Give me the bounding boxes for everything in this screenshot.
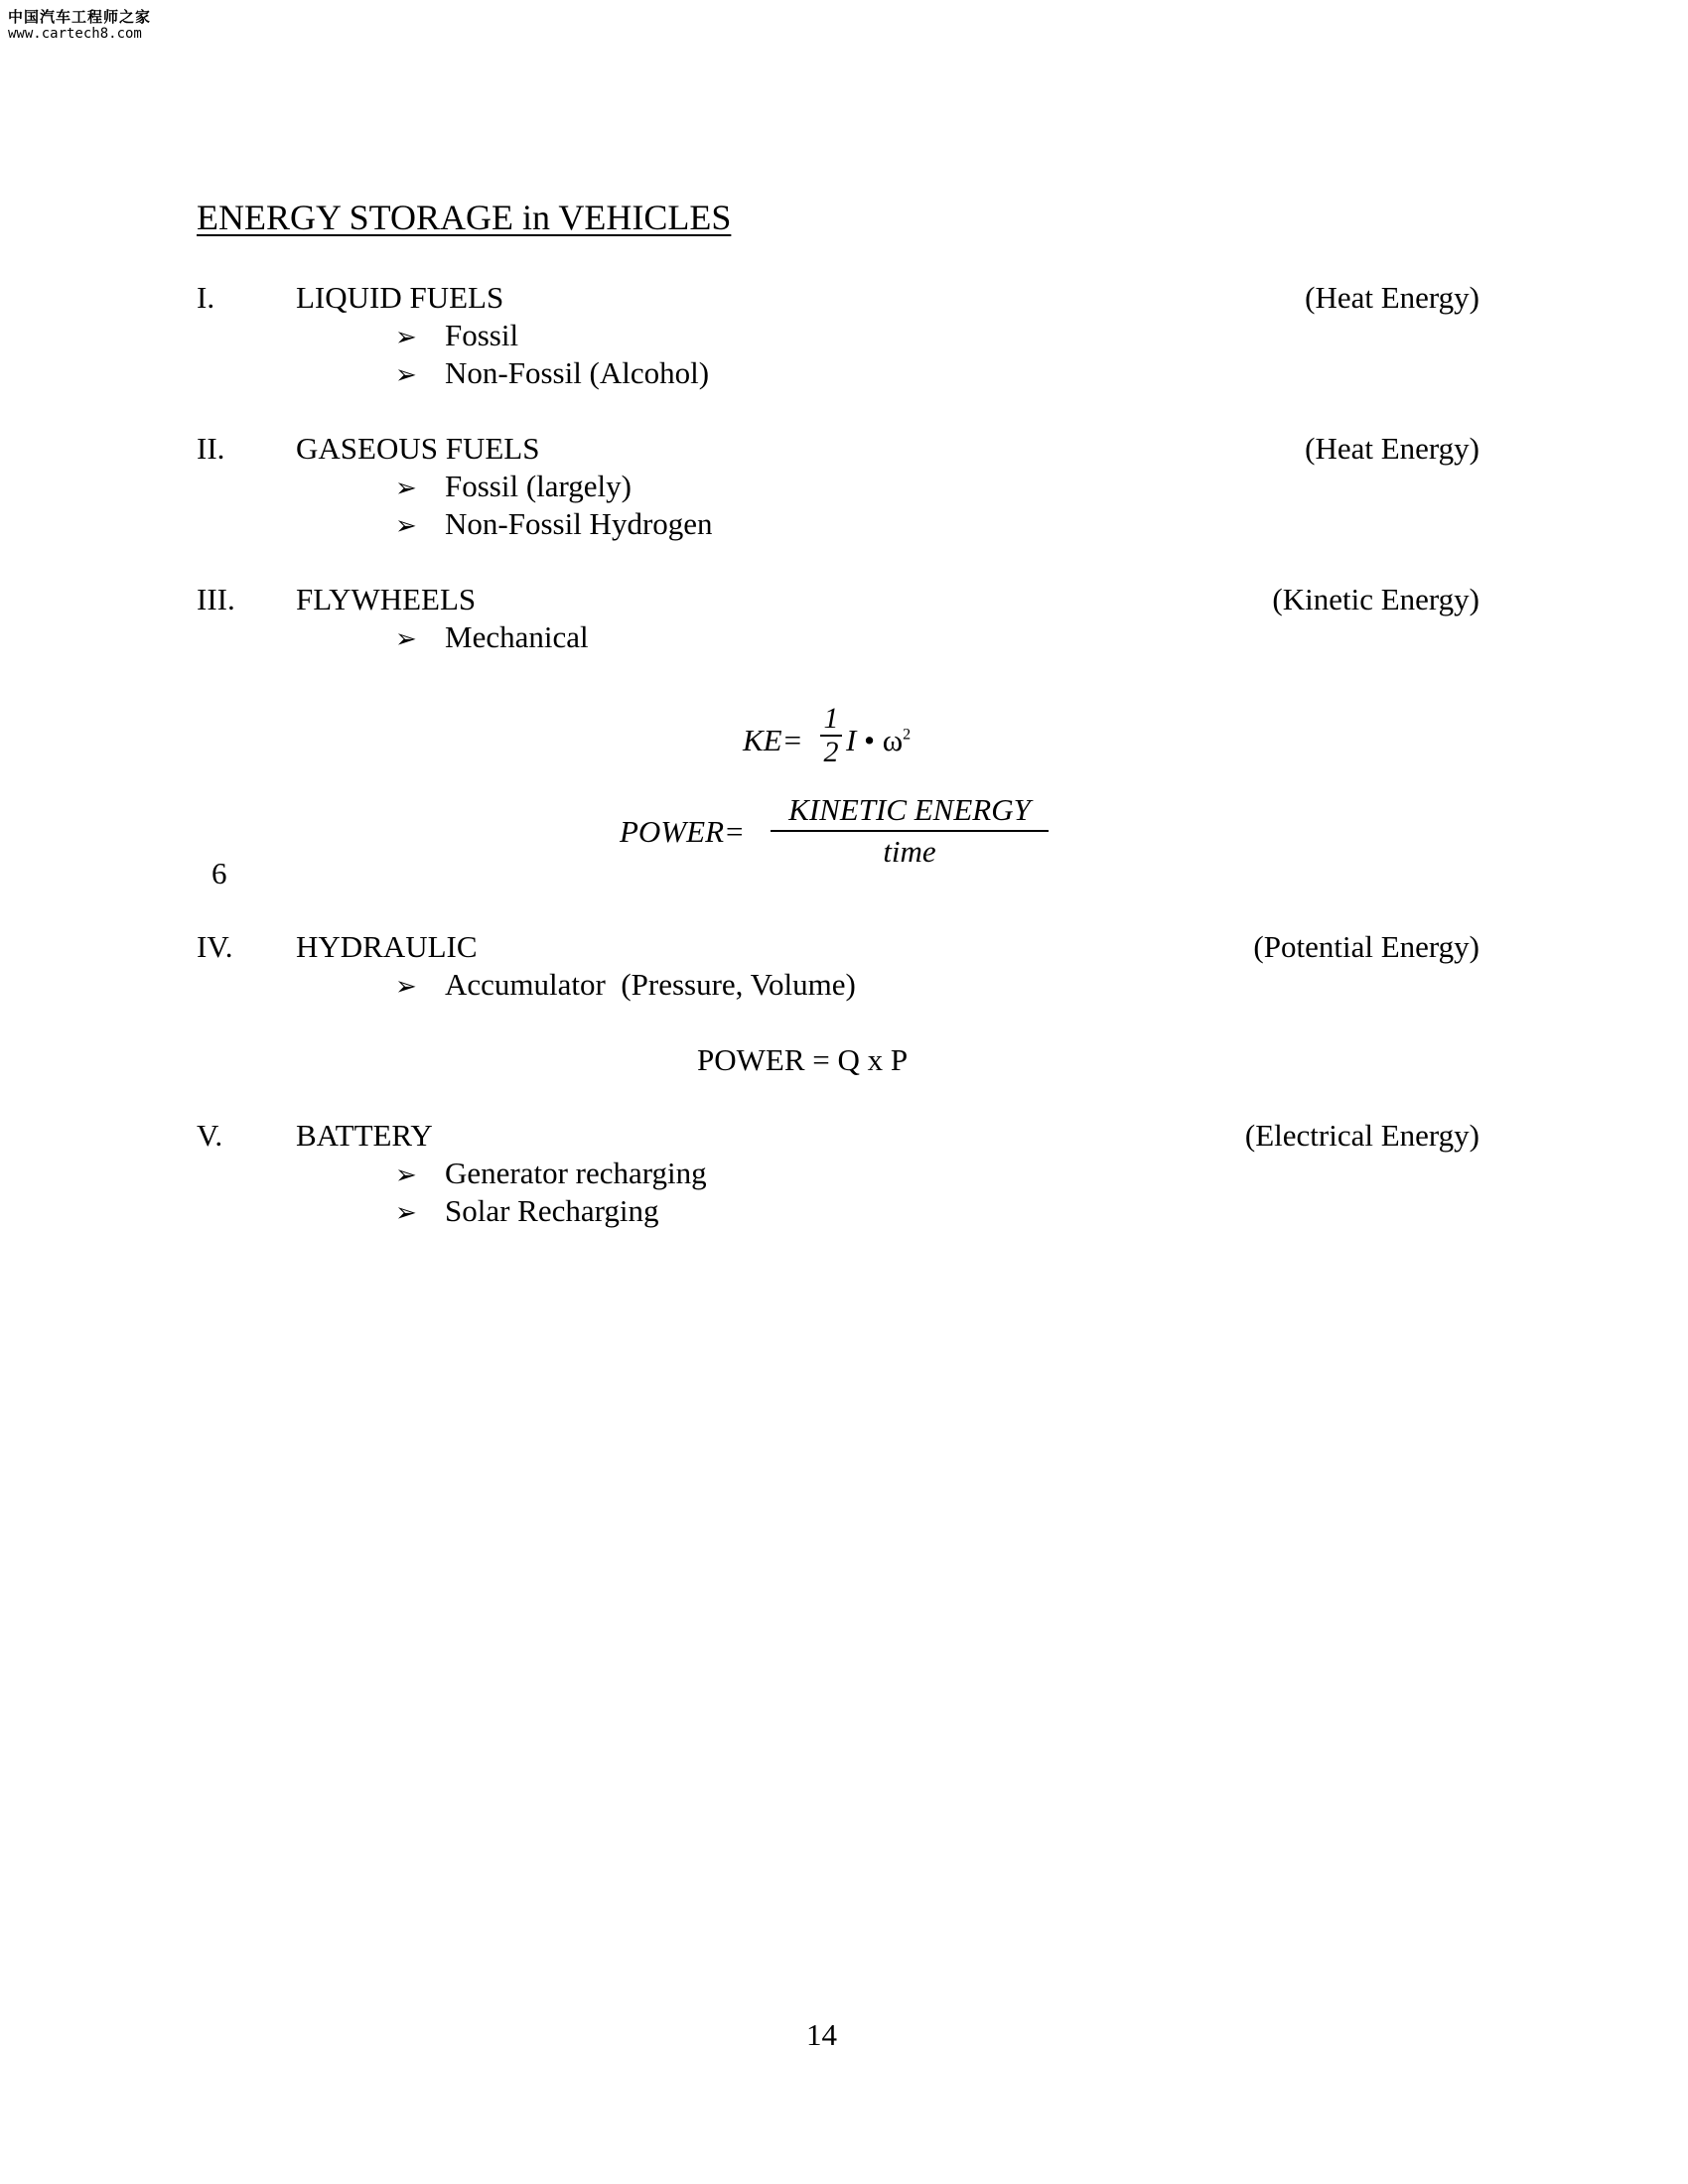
arrow-bullet-icon	[395, 325, 445, 350]
ke-fraction	[820, 703, 842, 768]
power-hydraulic-formula: POWER = Q x P	[697, 1042, 909, 1077]
page-number: 14	[806, 2017, 837, 2052]
arrow-bullet-icon	[395, 1162, 445, 1188]
page-title: ENERGY STORAGE in VEHICLES	[197, 198, 732, 237]
section-5-energy: (Electrical Energy)	[1244, 1118, 1479, 1153]
omega-symbol: ω	[882, 723, 904, 757]
watermark	[8, 8, 151, 43]
equals-sign: =	[781, 723, 803, 757]
section-1-bullet	[395, 320, 518, 350]
fraction-denominator: 2	[823, 736, 839, 768]
section-5-bullet	[395, 1195, 659, 1226]
watermark-url: www.cartech8.com	[8, 26, 142, 42]
watermark-chinese: 中国汽车工程师之家	[8, 8, 152, 26]
arrow-bullet-icon	[395, 1200, 445, 1226]
equals-sign: =	[724, 814, 745, 849]
section-3-numeral: III.	[197, 582, 235, 616]
power-symbol: POWER	[620, 814, 725, 849]
power-fraction	[771, 790, 1049, 872]
inertia-symbol: I	[846, 723, 857, 757]
section-1-numeral: I.	[197, 280, 215, 315]
section-2-numeral: II.	[197, 431, 225, 466]
bullet-text: Fossil	[445, 318, 519, 352]
fraction-numerator: KINETIC ENERGY	[788, 792, 1031, 827]
section-3-heading: FLYWHEELS	[296, 582, 477, 616]
section-2-heading: GASEOUS FUELS	[296, 431, 540, 466]
section-3-energy: (Kinetic Energy)	[1272, 582, 1479, 616]
section-4-numeral: IV.	[197, 929, 233, 964]
bullet-text: Mechanical	[445, 619, 589, 654]
section-4-heading: HYDRAULIC	[296, 929, 478, 964]
section-3-bullet	[395, 621, 589, 652]
arrow-bullet-icon	[395, 476, 445, 501]
bullet-text: Solar Recharging	[445, 1193, 659, 1228]
ke-lhs	[743, 725, 803, 755]
dot-operator: •	[864, 723, 875, 757]
fraction-denominator: time	[883, 834, 936, 869]
section-5-numeral: V.	[197, 1118, 223, 1153]
ke-term	[846, 725, 911, 755]
fraction-numerator: 1	[823, 702, 839, 735]
section-5-heading: BATTERY	[296, 1118, 433, 1153]
exponent: 2	[903, 726, 912, 744]
section-2-bullet	[395, 508, 713, 539]
bullet-text: Fossil (largely)	[445, 469, 632, 503]
section-1-heading: LIQUID FUELS	[296, 280, 504, 315]
bullet-text: Non-Fossil (Alcohol)	[445, 355, 710, 390]
section-1-bullet	[395, 357, 709, 388]
bullet-text: Accumulator (Pressure, Volume)	[445, 967, 856, 1002]
section-2-bullet	[395, 471, 632, 501]
bullet-text: Non-Fossil Hydrogen	[445, 506, 713, 541]
section-2-energy: (Heat Energy)	[1305, 431, 1479, 466]
ke-symbol: KE	[743, 723, 782, 757]
power-lhs	[620, 816, 745, 847]
side-number: 6	[211, 856, 227, 890]
section-4-bullet	[395, 969, 856, 1000]
arrow-bullet-icon	[395, 513, 445, 539]
section-1-energy: (Heat Energy)	[1305, 280, 1479, 315]
arrow-bullet-icon	[395, 362, 445, 388]
section-4-energy: (Potential Energy)	[1253, 929, 1479, 964]
section-5-bullet	[395, 1158, 707, 1188]
bullet-text: Generator recharging	[445, 1156, 707, 1190]
arrow-bullet-icon	[395, 974, 445, 1000]
arrow-bullet-icon	[395, 626, 445, 652]
